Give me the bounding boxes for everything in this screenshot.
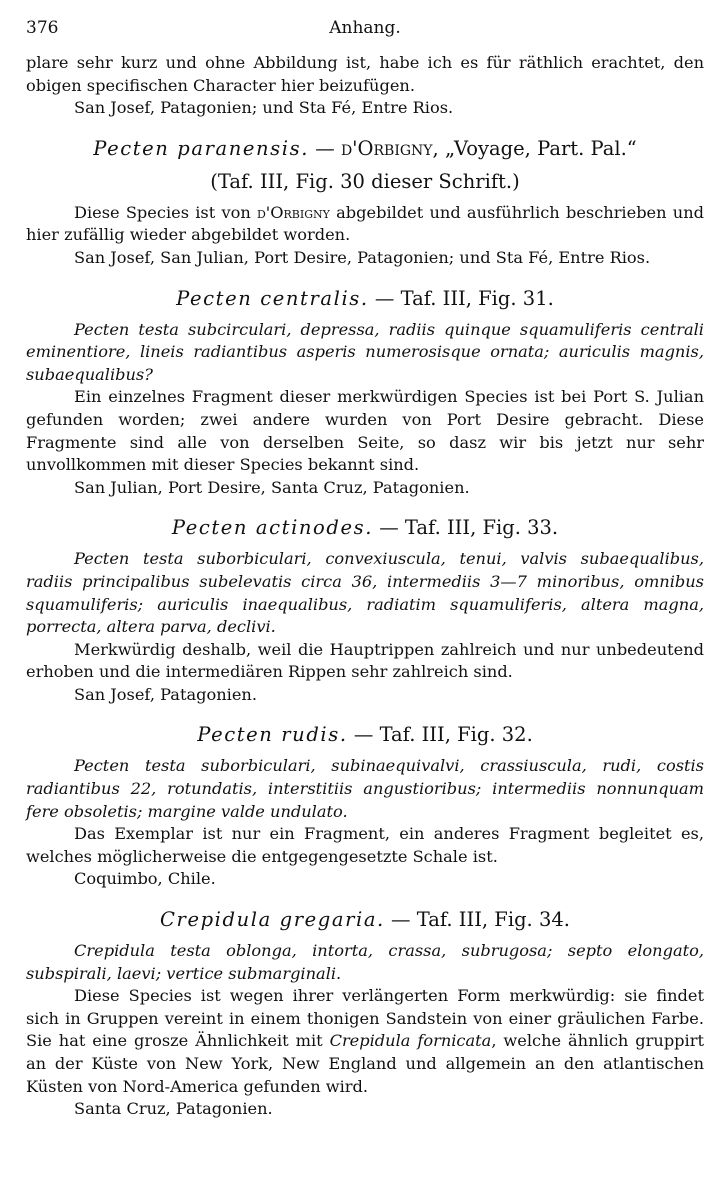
locality: San Josef, San Julian, Port Desire, Patagonien; und Sta Fé, Entre Rios. [74, 247, 651, 267]
description-paragraph: Das Exemplar ist nur ein Fragment, ein anderes Fragment begleitet es, welches möglicherweise die entgegengesetzte Schale ist. [26, 824, 704, 866]
locality: San Julian, Port Desire, Santa Cruz, Patagonien. [74, 477, 470, 497]
locality: Santa Cruz, Patagonien. [74, 1099, 273, 1119]
latin-diagnosis: Pecten testa suborbiculari, subinaequivalvi, crassiuscula, rudi, costis radiantibus 22, rotundatis, interstitiis angustioribus; intermediis nonnunquam fere obsoletis; margine valde undulato. [26, 756, 704, 821]
reference: — Taf. III, Fig. 31. [368, 286, 554, 310]
description-paragraph: Diese Species ist von d'Orbigny abgebildet und ausführlich beschrieben und hier zufällig wieder abgebildet worden. [26, 202, 704, 245]
locality: Coquimbo, Chile. [74, 869, 216, 889]
heading-pecten-actinodes [26, 515, 704, 540]
latin-diagnosis: Pecten testa subcirculari, depressa, radiis quinque squamuliferis centrali eminentiore, lineis radiantibus asperis numerosisque ornata; auriculis magnis, subaequalibus? [26, 319, 704, 384]
latin-diagnosis: Pecten testa suborbiculari, convexiuscula, tenui, valvis subaequalibus, radiis principalibus subelevatis circa 36, intermediis 3—7 minoribus, omnibus squamuliferis; auriculis inaequalibus, radiatim squamuliferis, altera magna, porrecta, altera parva, declivi. [26, 549, 704, 637]
intro-locality: San Josef, Patagonien; und Sta Fé, Entre Rios. [74, 98, 454, 118]
heading-pecten-rudis [26, 722, 704, 747]
description-paragraph: Merkwürdig deshalb, weil die Hauptrippen zahlreich und nur unbedeutend erhoben und die intermediären Rippen sehr zahlreich sind. [26, 639, 704, 682]
reference: — Taf. III, Fig. 33. [373, 516, 559, 540]
author-name: d'Orbigny [340, 136, 433, 160]
heading-reference-line: (Taf. III, Fig. 30 dieser Schrift.) [210, 169, 520, 193]
heading-crepidula-gregaria [26, 907, 704, 932]
reference: , „Voyage, Part. Pal.“ [432, 136, 637, 160]
description-paragraph: Ein einzelnes Fragment dieser merkwürdigen Species ist bei Port S. Julian gefunden worden; zwei andere wurden von Port Desire gebracht. Diese Fragmente sind alle von derselben Seite, so dasz wir bis jetzt nur sehr unvollkommen mit dieser Species bekannt sind. [26, 387, 704, 475]
heading-pecten-centralis [26, 286, 704, 311]
species-name: Pecten centralis. [176, 286, 369, 310]
running-title: Anhang. [329, 18, 401, 38]
species-name: Pecten paranensis. [93, 136, 310, 160]
description-paragraph: Diese Species ist wegen ihrer verlängerten Form merkwürdig: sie findet sich in Gruppen vereint in einem thonigen Sandstein von einer gräulichen Farbe. Sie hat eine grosze Ähnlichkeit mit Crepidula fornicata, welche ähnlich gruppirt an der Küste von New York, New England und allgemein an den atlantischen Küsten von Nord-America gefunden wird. [26, 986, 704, 1096]
latin-diagnosis: Crepidula testa oblonga, intorta, crassa, subrugosa; septo elongato, subspirali, laevi; vertice submarginali. [26, 941, 704, 983]
species-name: Pecten actinodes. [171, 516, 374, 540]
locality: San Josef, Patagonien. [74, 684, 257, 704]
intro-paragraph: plare sehr kurz und ohne Abbildung ist, habe ich es für räthlich erachtet, den obigen specifischen Character hier beizufügen. [26, 53, 704, 95]
heading-pecten-paranensis: Pecten paranensis. — d'Orbigny, „Voyage, Part. Pal.“ [93, 136, 637, 160]
species-name: Pecten rudis. [197, 723, 348, 747]
reference: — Taf. III, Fig. 32. [347, 723, 533, 747]
reference: — Taf. III, Fig. 34. [384, 908, 570, 932]
page-header [26, 18, 704, 52]
page-number: 376 [26, 18, 59, 38]
species-name: Crepidula gregaria. [160, 908, 385, 932]
